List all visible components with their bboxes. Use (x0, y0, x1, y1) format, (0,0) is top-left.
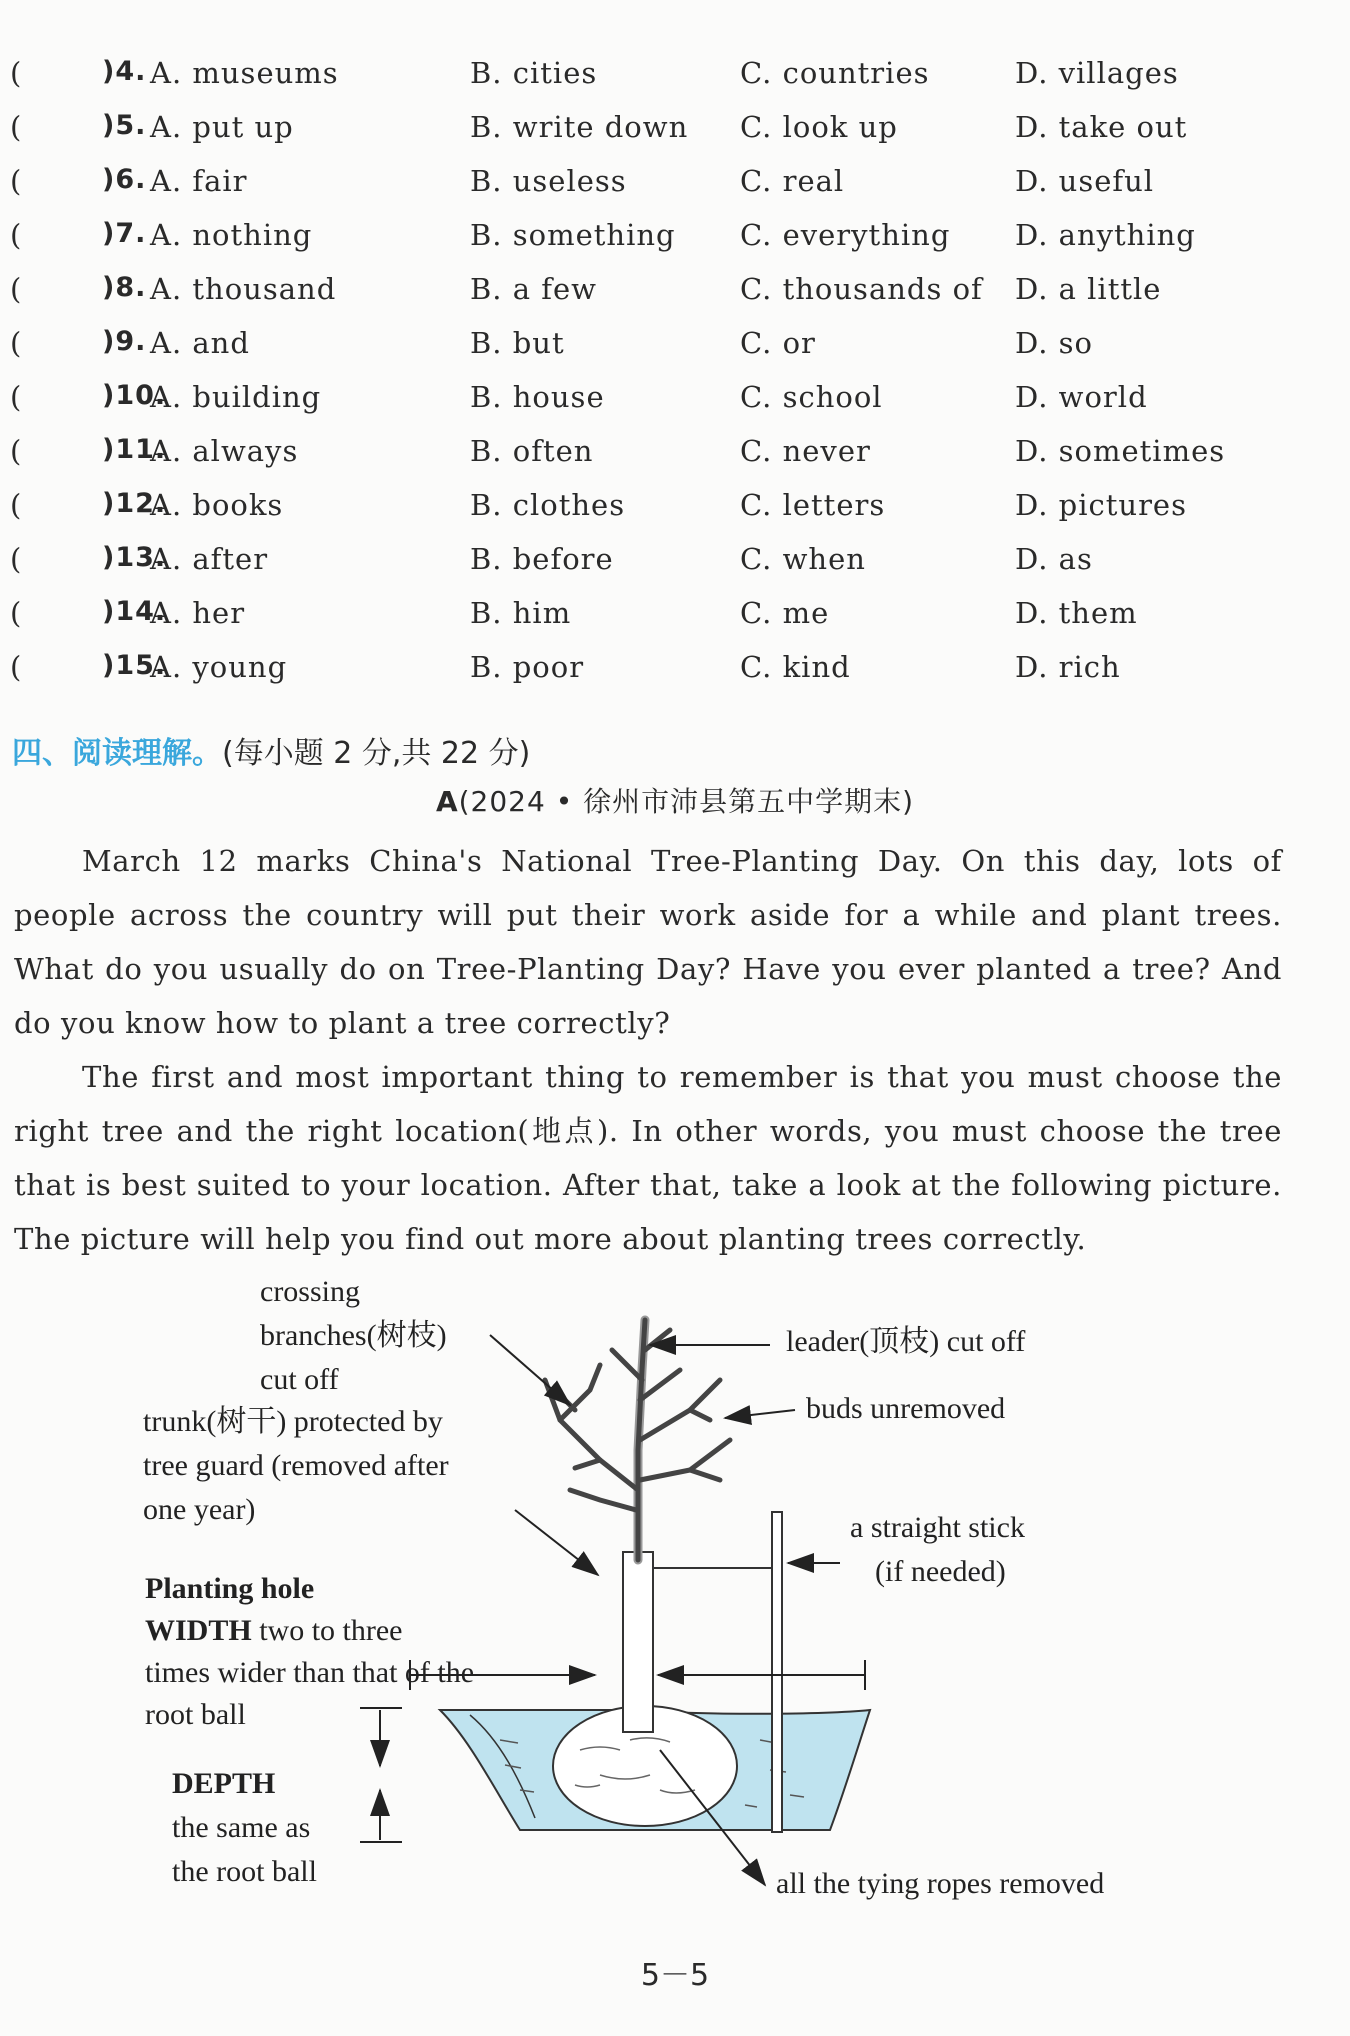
option-d: D. a little (1015, 272, 1162, 306)
question-number: )14. (102, 596, 167, 627)
option-b: B. before (470, 542, 614, 576)
section-heading: 四、阅读理解。 (12, 736, 222, 771)
question-number: )11. (102, 434, 167, 465)
answer-blank-open: ( (10, 542, 23, 576)
question-row (10, 56, 1310, 96)
question-row (10, 164, 1310, 204)
option-d: D. world (1015, 380, 1148, 414)
option-b: B. him (470, 596, 572, 630)
passage-title (0, 780, 1350, 820)
option-b: B. useless (470, 164, 627, 198)
option-d: D. so (1015, 326, 1093, 360)
question-number: )9. (102, 326, 147, 357)
label-leader: leader(顶枝) cut off (786, 1325, 1026, 1358)
passage-label: A (435, 785, 459, 818)
answer-blank-open: ( (10, 380, 23, 414)
option-a: A. fair (150, 164, 248, 198)
option-d: D. anything (1015, 218, 1196, 252)
label-depth: DEPTH the same as the root ball (172, 1767, 317, 1888)
option-a: A. nothing (150, 218, 313, 252)
passage-paragraph-1: March 12 marks China's National Tree-Planting Day. On this day, lots of people across the country will put their work aside for a while and plant trees. What do you usually do on Tree-Planting Day? Have you ever planted a tree? And do you know how to plant a tree correctly? (14, 844, 1282, 1040)
question-number: )10. (102, 380, 167, 411)
option-c: C. when (740, 542, 866, 576)
question-row (10, 380, 1310, 420)
option-c: C. me (740, 596, 830, 630)
option-b: B. a few (470, 272, 597, 306)
option-a: A. books (150, 488, 284, 522)
question-row (10, 542, 1310, 582)
label-buds: buds unremoved (806, 1392, 1006, 1425)
question-number: )12. (102, 488, 167, 519)
option-a: A. young (150, 650, 288, 684)
answer-blank-open: ( (10, 596, 23, 630)
question-row (10, 272, 1310, 312)
option-d: D. rich (1015, 650, 1121, 684)
option-c: C. look up (740, 110, 898, 144)
question-number: )13. (102, 542, 167, 573)
option-b: B. poor (470, 650, 585, 684)
option-a: A. and (150, 326, 250, 360)
option-d: D. pictures (1015, 488, 1187, 522)
answer-blank-open: ( (10, 272, 23, 306)
question-row (10, 218, 1310, 258)
option-c: C. thousands of (740, 272, 983, 306)
question-number: )15. (102, 650, 167, 681)
passage-paragraph-2: The first and most important thing to remember is that you must choose the right tree and the right location(地点). In other words, you must choose the tree that is best suited to your location. After that, take a look at the following picture. The picture will help you find out more about planting trees correctly. (14, 1060, 1282, 1256)
option-d: D. them (1015, 596, 1138, 630)
option-b: B. cities (470, 56, 598, 90)
label-planting-hole-width: Planting hole WIDTH two to three times wider than that of the root ball (145, 1572, 475, 1731)
option-c: C. real (740, 164, 845, 198)
tree-planting-diagram (0, 1270, 1350, 1910)
answer-blank-open: ( (10, 56, 23, 90)
question-row (10, 488, 1310, 528)
option-d: D. as (1015, 542, 1093, 576)
option-d: D. sometimes (1015, 434, 1226, 468)
answer-blank-open: ( (10, 110, 23, 144)
answer-blank-open: ( (10, 164, 23, 198)
label-crossing-branches: crossing branches(树枝) cut off (260, 1275, 447, 1396)
option-c: C. never (740, 434, 871, 468)
option-b: B. something (470, 218, 676, 252)
option-a: A. thousand (150, 272, 337, 306)
label-trunk: trunk(树干) protected by tree guard (removed after one year) (143, 1405, 449, 1526)
question-row (10, 326, 1310, 366)
option-c: C. school (740, 380, 883, 414)
option-a: A. always (150, 434, 299, 468)
option-b: B. write down (470, 110, 689, 144)
option-a: A. after (150, 542, 269, 576)
question-row (10, 110, 1310, 150)
straight-stick (772, 1512, 782, 1832)
section-points: (每小题 2 分,共 22 分) (222, 736, 531, 771)
option-a: A. put up (150, 110, 294, 144)
question-row (10, 650, 1310, 690)
answer-blank-open: ( (10, 650, 23, 684)
label-stick: a straight stick (if needed) (850, 1511, 1025, 1588)
option-b: B. but (470, 326, 565, 360)
option-c: C. everything (740, 218, 951, 252)
option-b: B. house (470, 380, 605, 414)
option-d: D. useful (1015, 164, 1155, 198)
tree-guard (623, 1552, 653, 1732)
page-number: 5－5 (640, 1958, 710, 1993)
option-d: D. villages (1015, 56, 1179, 90)
section-title (12, 728, 530, 772)
label-ropes: all the tying ropes removed (776, 1867, 1105, 1900)
option-d: D. take out (1015, 110, 1188, 144)
passage-source: (2024 • 徐州市沛县第五中学期末) (458, 785, 915, 818)
tree-branches (545, 1320, 730, 1560)
option-a: A. museums (150, 56, 339, 90)
option-c: C. countries (740, 56, 930, 90)
option-c: C. letters (740, 488, 886, 522)
option-c: C. kind (740, 650, 851, 684)
question-number: )5. (102, 110, 147, 141)
answer-blank-open: ( (10, 326, 23, 360)
option-b: B. clothes (470, 488, 626, 522)
option-a: A. her (150, 596, 246, 630)
question-row (10, 596, 1310, 636)
question-number: )8. (102, 272, 147, 303)
answer-blank-open: ( (10, 434, 23, 468)
question-number: )7. (102, 218, 147, 249)
answer-blank-open: ( (10, 488, 23, 522)
option-a: A. building (150, 380, 322, 414)
answer-blank-open: ( (10, 218, 23, 252)
option-c: C. or (740, 326, 816, 360)
option-b: B. often (470, 434, 594, 468)
question-number: )6. (102, 164, 147, 195)
question-row (10, 434, 1310, 474)
question-number: )4. (102, 56, 147, 87)
